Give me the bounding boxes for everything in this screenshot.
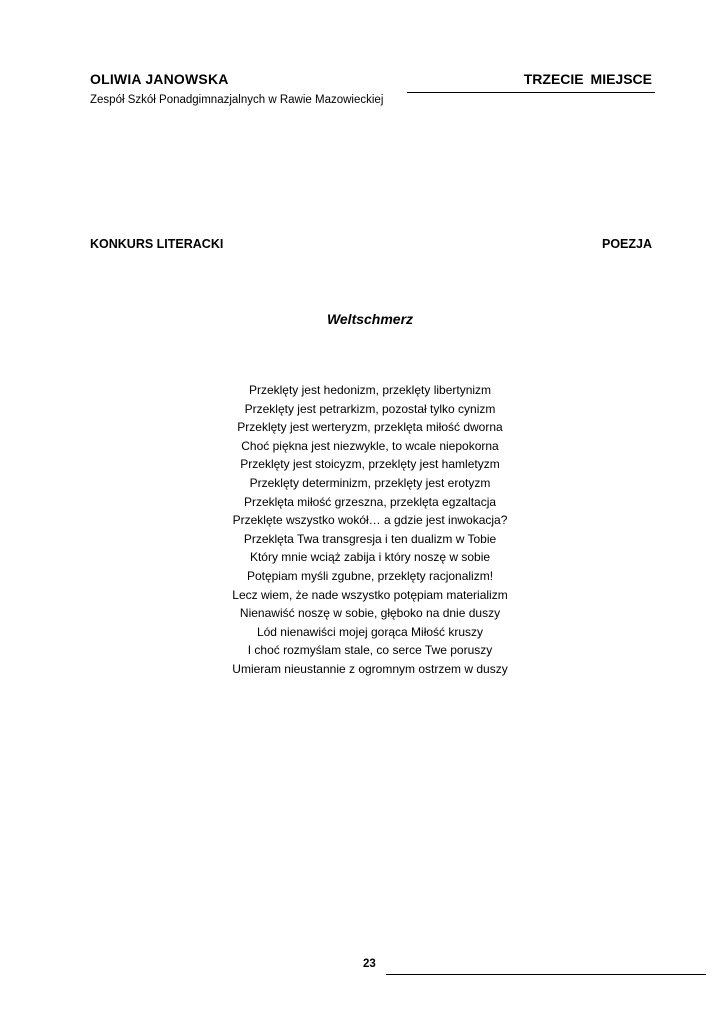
- poem-line: Przeklęte wszystko wokół… a gdzie jest inwokacja?: [232, 513, 508, 528]
- poem-line: Przeklęty jest hedonizm, przeklęty libertynizm: [248, 383, 492, 397]
- contest-name: KONKURS LITERACKI: [90, 237, 224, 251]
- poem-line: I choć rozmyślam stale, co serce Twe poruszy: [247, 643, 493, 658]
- poem-line: Przeklęty determinizm, przeklęty jest erotyzm: [249, 475, 491, 490]
- poem-line: Choć piękna jest niezwykle, to wcale niepokorna: [241, 438, 499, 453]
- poem-title: Weltschmerz: [326, 311, 414, 327]
- poem-line: Umieram nieustannie z ogromnym ostrzem w duszy: [232, 661, 508, 676]
- poem-line: Potępiam myśli zgubne, przeklęty racjonalizm!: [246, 568, 494, 583]
- poem-line: Lód nienawiści mojej gorąca Miłość kruszy: [256, 624, 484, 639]
- poem-line: Lecz wiem, że nade wszystko potępiam materializm: [232, 587, 508, 602]
- poem-line: Przeklęty jest werteryzm, przeklęta miłość dworna: [237, 420, 503, 435]
- poem-line: Który mnie wciąż zabija i który noszę w sobie: [249, 550, 491, 565]
- poem-body: [0, 381, 724, 679]
- school-name: Zespół Szkół Ponadgimnazjalnych w Rawie Mazowieckiej: [90, 94, 384, 106]
- page-number: 23: [363, 958, 376, 970]
- poem-line: Nienawiść noszę w sobie, głęboko na dnie duszy: [239, 606, 501, 621]
- footer-divider: [386, 974, 706, 975]
- poem-line: Przeklęta Twa transgresja i ten dualizm w Tobie: [243, 531, 497, 546]
- award-place: TRZECIE MIEJSCE: [523, 71, 652, 87]
- author-name: OLIWIA JANOWSKA: [90, 71, 229, 87]
- poem-line: Przeklęta miłość grzeszna, przeklęta egzaltacja: [243, 494, 497, 509]
- contest-category: POEZJA: [601, 237, 652, 251]
- poem-line: Przeklęty jest stoicyzm, przeklęty jest hamletyzm: [240, 457, 500, 472]
- header-divider: [407, 92, 655, 93]
- poem-line: Przeklęty jest petrarkizm, pozostał tylko cynizm: [244, 401, 496, 416]
